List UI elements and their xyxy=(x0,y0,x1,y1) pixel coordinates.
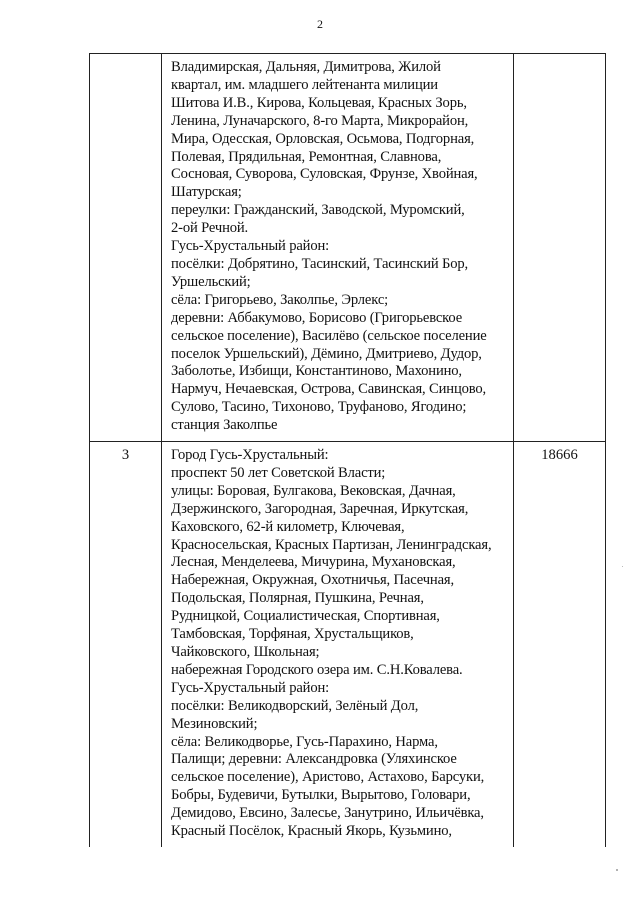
description-line: Мира, Одесская, Орловская, Осьмова, Подгорная, xyxy=(171,130,475,147)
description-line: сёла: Григорьево, Заколпье, Эрлекс; xyxy=(171,291,389,308)
description-line: Набережная, Окружная, Охотничья, Пасечная, xyxy=(171,572,454,589)
row-description xyxy=(162,54,513,441)
description-line: Заболотье, Избищи, Константиново, Махонино, xyxy=(171,363,462,380)
description-line: Сулово, Тасино, Тихоново, Труфаново, Ягодино; xyxy=(171,399,467,416)
description-line: Лесная, Менделеева, Мичурина, Мухановская, xyxy=(171,554,456,571)
row-number: 3 xyxy=(121,447,130,464)
description-line: поселок Уршельский), Дёмино, Дмитриево, Дудор, xyxy=(171,345,482,362)
description-line: посёлки: Великодворский, Зелёный Дол, xyxy=(171,697,419,714)
description-line: проспект 50 лет Советской Власти; xyxy=(171,464,386,481)
description-line: квартал, им. младшего лейтенанта милиции xyxy=(171,76,438,93)
row-count-cell xyxy=(514,442,606,848)
row-description xyxy=(162,442,513,847)
row-description-cell xyxy=(162,442,514,848)
description-line: Каховского, 62-й километр, Ключевая, xyxy=(171,518,405,535)
description-line: Красный Посёлок, Красный Якорь, Кузьмино, xyxy=(171,823,452,840)
description-line: Демидово, Евсино, Залесье, Занутрино, Ильичёвка, xyxy=(171,805,484,822)
row-count xyxy=(514,54,605,59)
description-line: переулки: Гражданский, Заводской, Муромский, xyxy=(171,202,465,219)
row-number-cell xyxy=(90,442,162,848)
description-line: Красносельская, Красных Партизан, Ленинградская, xyxy=(171,536,492,553)
description-line: Чайковского, Школьная; xyxy=(171,644,320,660)
description-line: сельское поселение), Аристово, Астахово, Барсуки, xyxy=(171,769,485,786)
description-line: Тамбовская, Торфяная, Хрустальщиков, xyxy=(171,626,414,643)
table-row xyxy=(90,54,606,442)
row-count: 18666 xyxy=(541,447,578,464)
description-line: Рудницкой, Социалистическая, Спортивная, xyxy=(171,608,440,625)
description-line: Подольская, Полярная, Пушкина, Речная, xyxy=(171,590,424,607)
row-description-cell xyxy=(162,54,514,442)
row-count-cell xyxy=(514,54,606,442)
description-line: Сосновая, Суворова, Суловская, Фрунзе, Хвойная, xyxy=(171,166,478,183)
description-line: Мезиновский; xyxy=(171,715,258,732)
description-line: Бобры, Будевичи, Бутылки, Вырытово, Головари, xyxy=(171,787,471,804)
description-line: улицы: Боровая, Булгакова, Вековская, Дачная, xyxy=(171,482,456,499)
description-line: Шатурская; xyxy=(171,184,242,201)
description-line: Город Гусь-Хрустальный: xyxy=(171,447,329,464)
description-line: станция Заколпье xyxy=(171,417,278,434)
description-line: Палищи; деревни: Александровка (Уляхинское xyxy=(171,751,457,768)
description-line: Полевая, Прядильная, Ремонтная, Славнова, xyxy=(171,148,442,165)
description-line: сельское поселение), Василёво (сельское поселение xyxy=(171,327,487,344)
description-line: 2-ой Речной. xyxy=(171,220,249,237)
description-line: Нармуч, Нечаевская, Острова, Савинская, Синцово, xyxy=(171,381,487,398)
row-number xyxy=(90,54,161,59)
description-line: Гусь-Хрустальный район: xyxy=(171,679,330,696)
description-line: сёла: Великодворье, Гусь-Парахино, Нарма, xyxy=(171,733,438,750)
row-number-cell xyxy=(90,54,162,442)
description-line: Шитова И.В., Кирова, Кольцевая, Красных Зорь, xyxy=(171,94,467,111)
scan-speck xyxy=(622,566,623,567)
districts-table xyxy=(89,53,606,847)
description-line: Гусь-Хрустальный район: xyxy=(171,238,330,255)
table-row xyxy=(90,442,606,848)
description-line: Дзержинского, Загородная, Заречная, Иркутская, xyxy=(171,500,469,517)
description-line: Владимирская, Дальняя, Димитрова, Жилой xyxy=(171,59,441,75)
description-line: Ленина, Луначарского, 8-го Марта, Микрорайон, xyxy=(171,112,469,129)
description-line: деревни: Аббакумово, Борисово (Григорьевское xyxy=(171,309,463,326)
description-line: посёлки: Добрятино, Тасинский, Тасинский Бор, xyxy=(171,255,469,272)
page-number: 2 xyxy=(317,17,323,31)
description-line: набережная Городского озера им. С.Н.Ковалева. xyxy=(171,661,463,678)
scan-speck xyxy=(616,869,618,871)
description-line: Уршельский; xyxy=(171,273,251,290)
